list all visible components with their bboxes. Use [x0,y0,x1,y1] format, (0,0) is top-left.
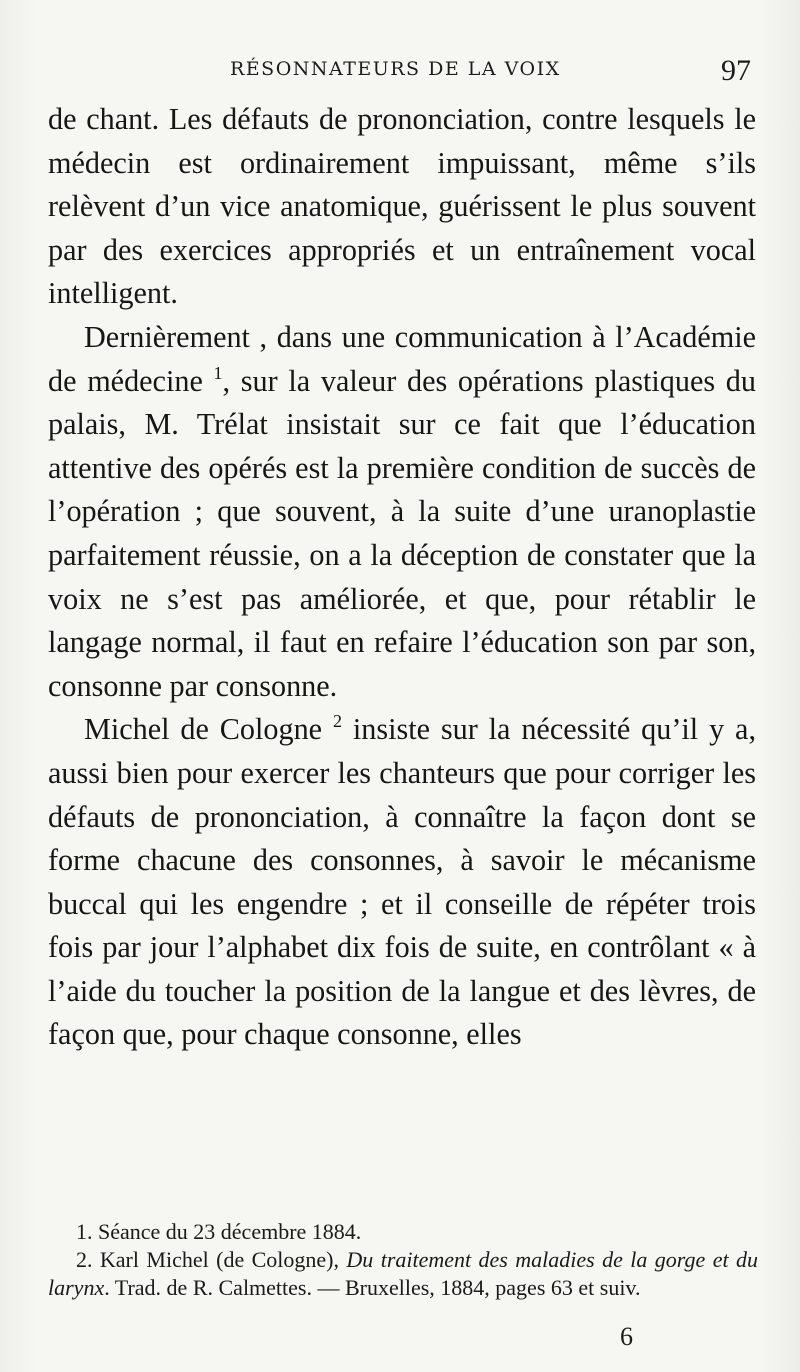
paragraph-3 [48,708,756,1057]
footnote-2-author: 2. Karl Michel (de Cologne), [76,1247,347,1272]
paragraph-2-part-b: , sur la valeur des opérations plastiques du palais, M. Trélat insistait sur ce fait que l’éducation attentive des opérés est la première condition de succès de l’opération ; que souvent, à la suite d’une uranoplastie parfaitement réussie, on a la déception de constater que la voix ne s’est pas améliorée, et que, pour rétablir le langage normal, il faut en refaire l’éducation son par son, consonne par consonne. [48,363,756,703]
running-head-title: RÉSONNATEURS DE LA VOIX [230,58,561,80]
footnote-2-title: Du traitement des maladies de la gorge et du larynx [48,1247,758,1300]
body-text [48,98,756,1057]
footnotes [48,1218,758,1302]
footnote-2 [48,1246,758,1302]
paragraph-2 [48,316,756,708]
running-head [48,54,753,92]
signature-mark: 6 [620,1322,633,1351]
footnote-1: 1. Séance du 23 décembre 1884. [76,1219,362,1244]
paragraph-3-part-a: Michel de Cologne [84,712,333,747]
paragraph-3-part-b: insiste sur la nécessité qu’il y a, aussi bien pour exercer les chanteurs que pour corriger les défauts de prononciation, à connaître la façon dont se forme chacune des consonnes, à savoir le mécanisme buccal qui les engendre ; et il conseille de répéter trois fois par jour l’alphabet dix fois de suite, en contrôlant « à l’aide du toucher la position de la langue et des lèvres, de façon que, pour chaque consonne, elles [48,712,756,1052]
footnote-ref-1: 1 [213,362,223,383]
paragraph-1: de chant. Les défauts de prononciation, contre lesquels le médecin est ordinairement impuissant, même s’ils relèvent d’un vice anatomique, guérissent le plus souvent par des exercices appropriés et un entraînement vocal intelligent. [48,102,756,311]
paragraph-2-part-a: Dernièrement , dans une communication à l’Académie de médecine [48,319,756,398]
footnote-2-details: . Trad. de R. Calmettes. — Bruxelles, 1884, pages 63 et suiv. [104,1275,641,1300]
footnote-ref-2: 2 [332,711,342,732]
page-number: 97 [721,54,751,87]
